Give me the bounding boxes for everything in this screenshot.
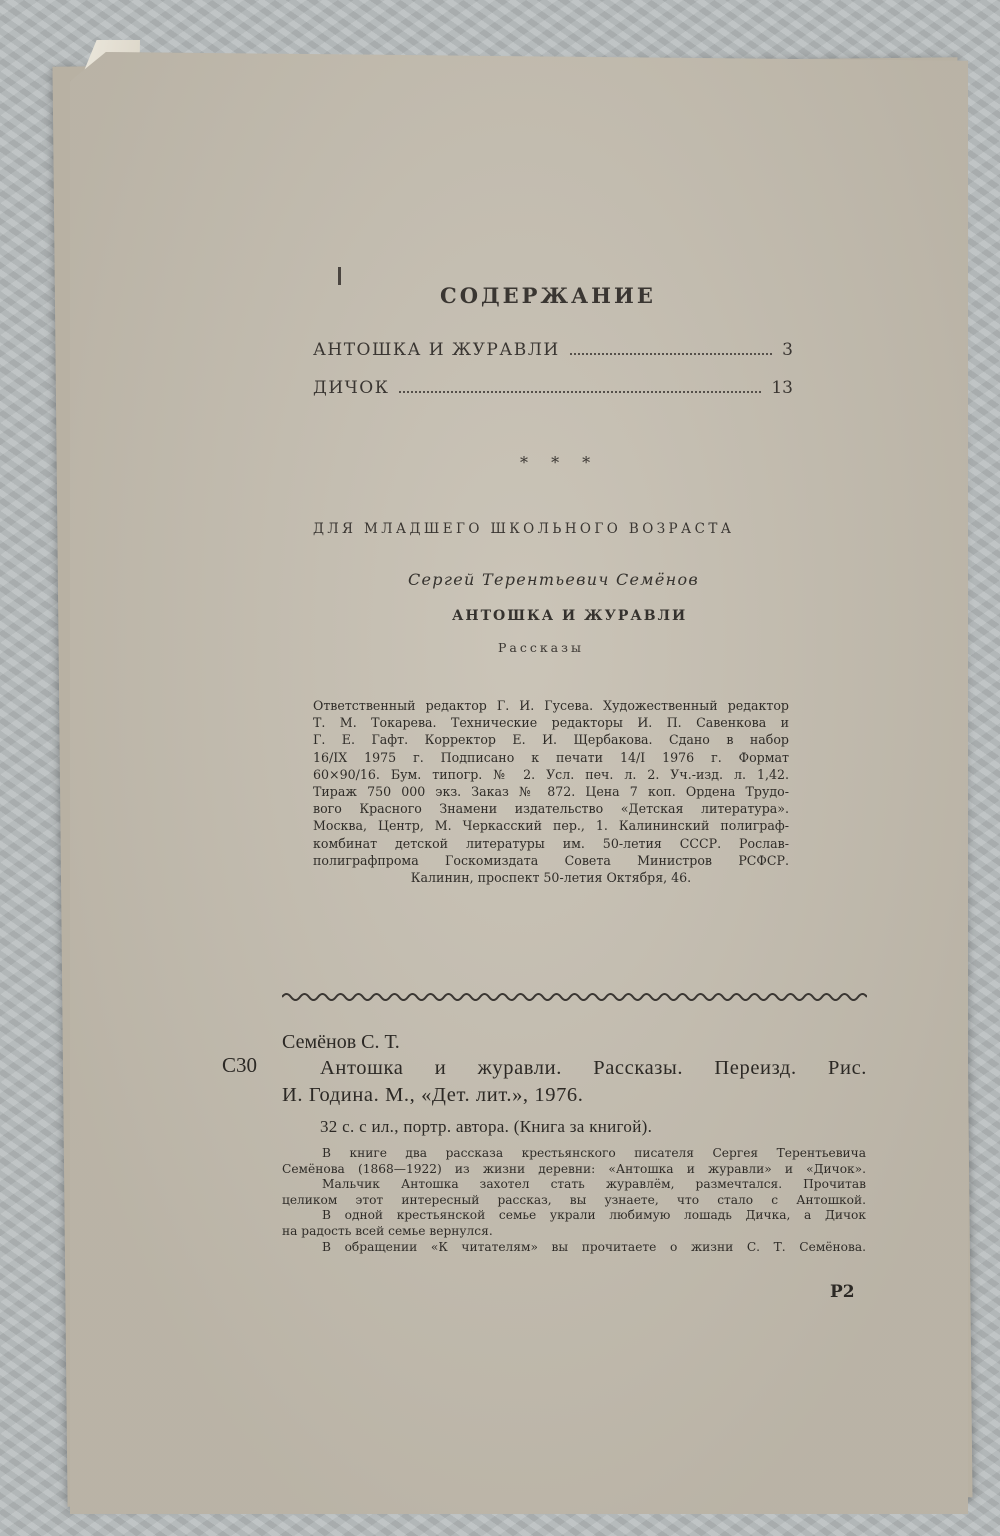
imprint-line: Москва, Центр, М. Черкасский пер., 1. Калининский полиграф- — [313, 818, 789, 834]
imprint-line: Калинин, проспект 50-летия Октября, 46. — [410, 870, 692, 886]
toc-item-page: 3 — [782, 340, 793, 360]
author-full-name: Сергей Терентьевич Семёнов — [408, 570, 700, 589]
catalog-author: Семёнов С. Т. — [282, 1031, 400, 1053]
imprint-line: 16/IX 1975 г. Подписано к печати 14/I 1976 г. Формат — [313, 749, 789, 765]
annotation-line: В одной крестьянской семье украли любимую лошадь Дичка, а Дичок — [322, 1208, 866, 1223]
toc-item — [313, 340, 793, 360]
catalog-title — [282, 1055, 867, 1109]
catalog-code: С30 — [222, 1053, 258, 1077]
imprint-line: Г. Е. Гафт. Корректор Е. И. Щербакова. Сдано в набор — [313, 732, 789, 748]
wavy-divider — [282, 990, 867, 1004]
toc-item-label: АНТОШКА И ЖУРАВЛИ — [313, 340, 560, 360]
imprint-line: Тираж 750 000 экз. Заказ № 872. Цена 7 коп. Ордена Трудо- — [313, 784, 789, 800]
separator-stars: * * * — [520, 453, 600, 472]
print-mark — [338, 267, 341, 285]
catalog-annotation — [282, 1146, 866, 1255]
imprint-block — [313, 697, 789, 886]
toc-leader-dots — [399, 391, 761, 393]
catalog-index: Р2 — [830, 1282, 855, 1302]
imprint-line: вого Красного Знамени издательство «Детская литература». — [313, 801, 789, 817]
annotation-line: Семёнова (1868—1922) из жизни деревни: «Антошка и журавли» и «Дичок». — [282, 1161, 866, 1176]
toc-item-label: ДИЧОК — [313, 378, 390, 398]
imprint-line: 60×90/16. Бум. типогр. № 2. Усл. печ. л. 2. Уч.-изд. л. 1,42. — [313, 766, 789, 782]
imprint-line: полиграфпрома Госкомиздата Совета Министров РСФСР. — [313, 852, 789, 868]
genre-label: Рассказы — [498, 640, 584, 655]
age-group-label: ДЛЯ МЛАДШЕГО ШКОЛЬНОГО ВОЗРАСТА — [313, 521, 735, 537]
book-title: АНТОШКА И ЖУРАВЛИ — [452, 608, 688, 624]
annotation-line: В книге два рассказа крестьянского писателя Сергея Терентьевича — [322, 1146, 866, 1160]
catalog-title-line: Антошка и журавли. Рассказы. Переизд. Рис. — [320, 1057, 867, 1079]
annotation-line: Мальчик Антошка захотел стать журавлём, размечтался. Прочитав — [322, 1177, 866, 1192]
catalog-title-line: И. Година. М., «Дет. лит.», 1976. — [282, 1084, 584, 1106]
imprint-line: Т. М. Токарева. Технические редакторы И. П. Савенкова и — [313, 715, 789, 731]
toc-item — [313, 378, 793, 398]
toc-leader-dots — [570, 353, 772, 355]
annotation-line: на радость всей семье вернулся. — [282, 1223, 493, 1238]
catalog-pages: 32 с. с ил., портр. автора. (Книга за книгой). — [320, 1117, 653, 1136]
toc-item-page: 13 — [771, 378, 793, 398]
toc-title: СОДЕРЖАНИЕ — [440, 283, 656, 308]
annotation-line: В обращении «К читателям» вы прочитаете о жизни С. Т. Семёнова. — [322, 1239, 866, 1254]
imprint-line: Ответственный редактор Г. И. Гусева. Художественный редактор — [313, 698, 789, 713]
annotation-line: целиком этот интересный рассказ, вы узнаете, что стало с Антошкой. — [282, 1192, 866, 1207]
imprint-line: комбинат детской литературы им. 50-летия СССР. Рослав- — [313, 835, 789, 851]
